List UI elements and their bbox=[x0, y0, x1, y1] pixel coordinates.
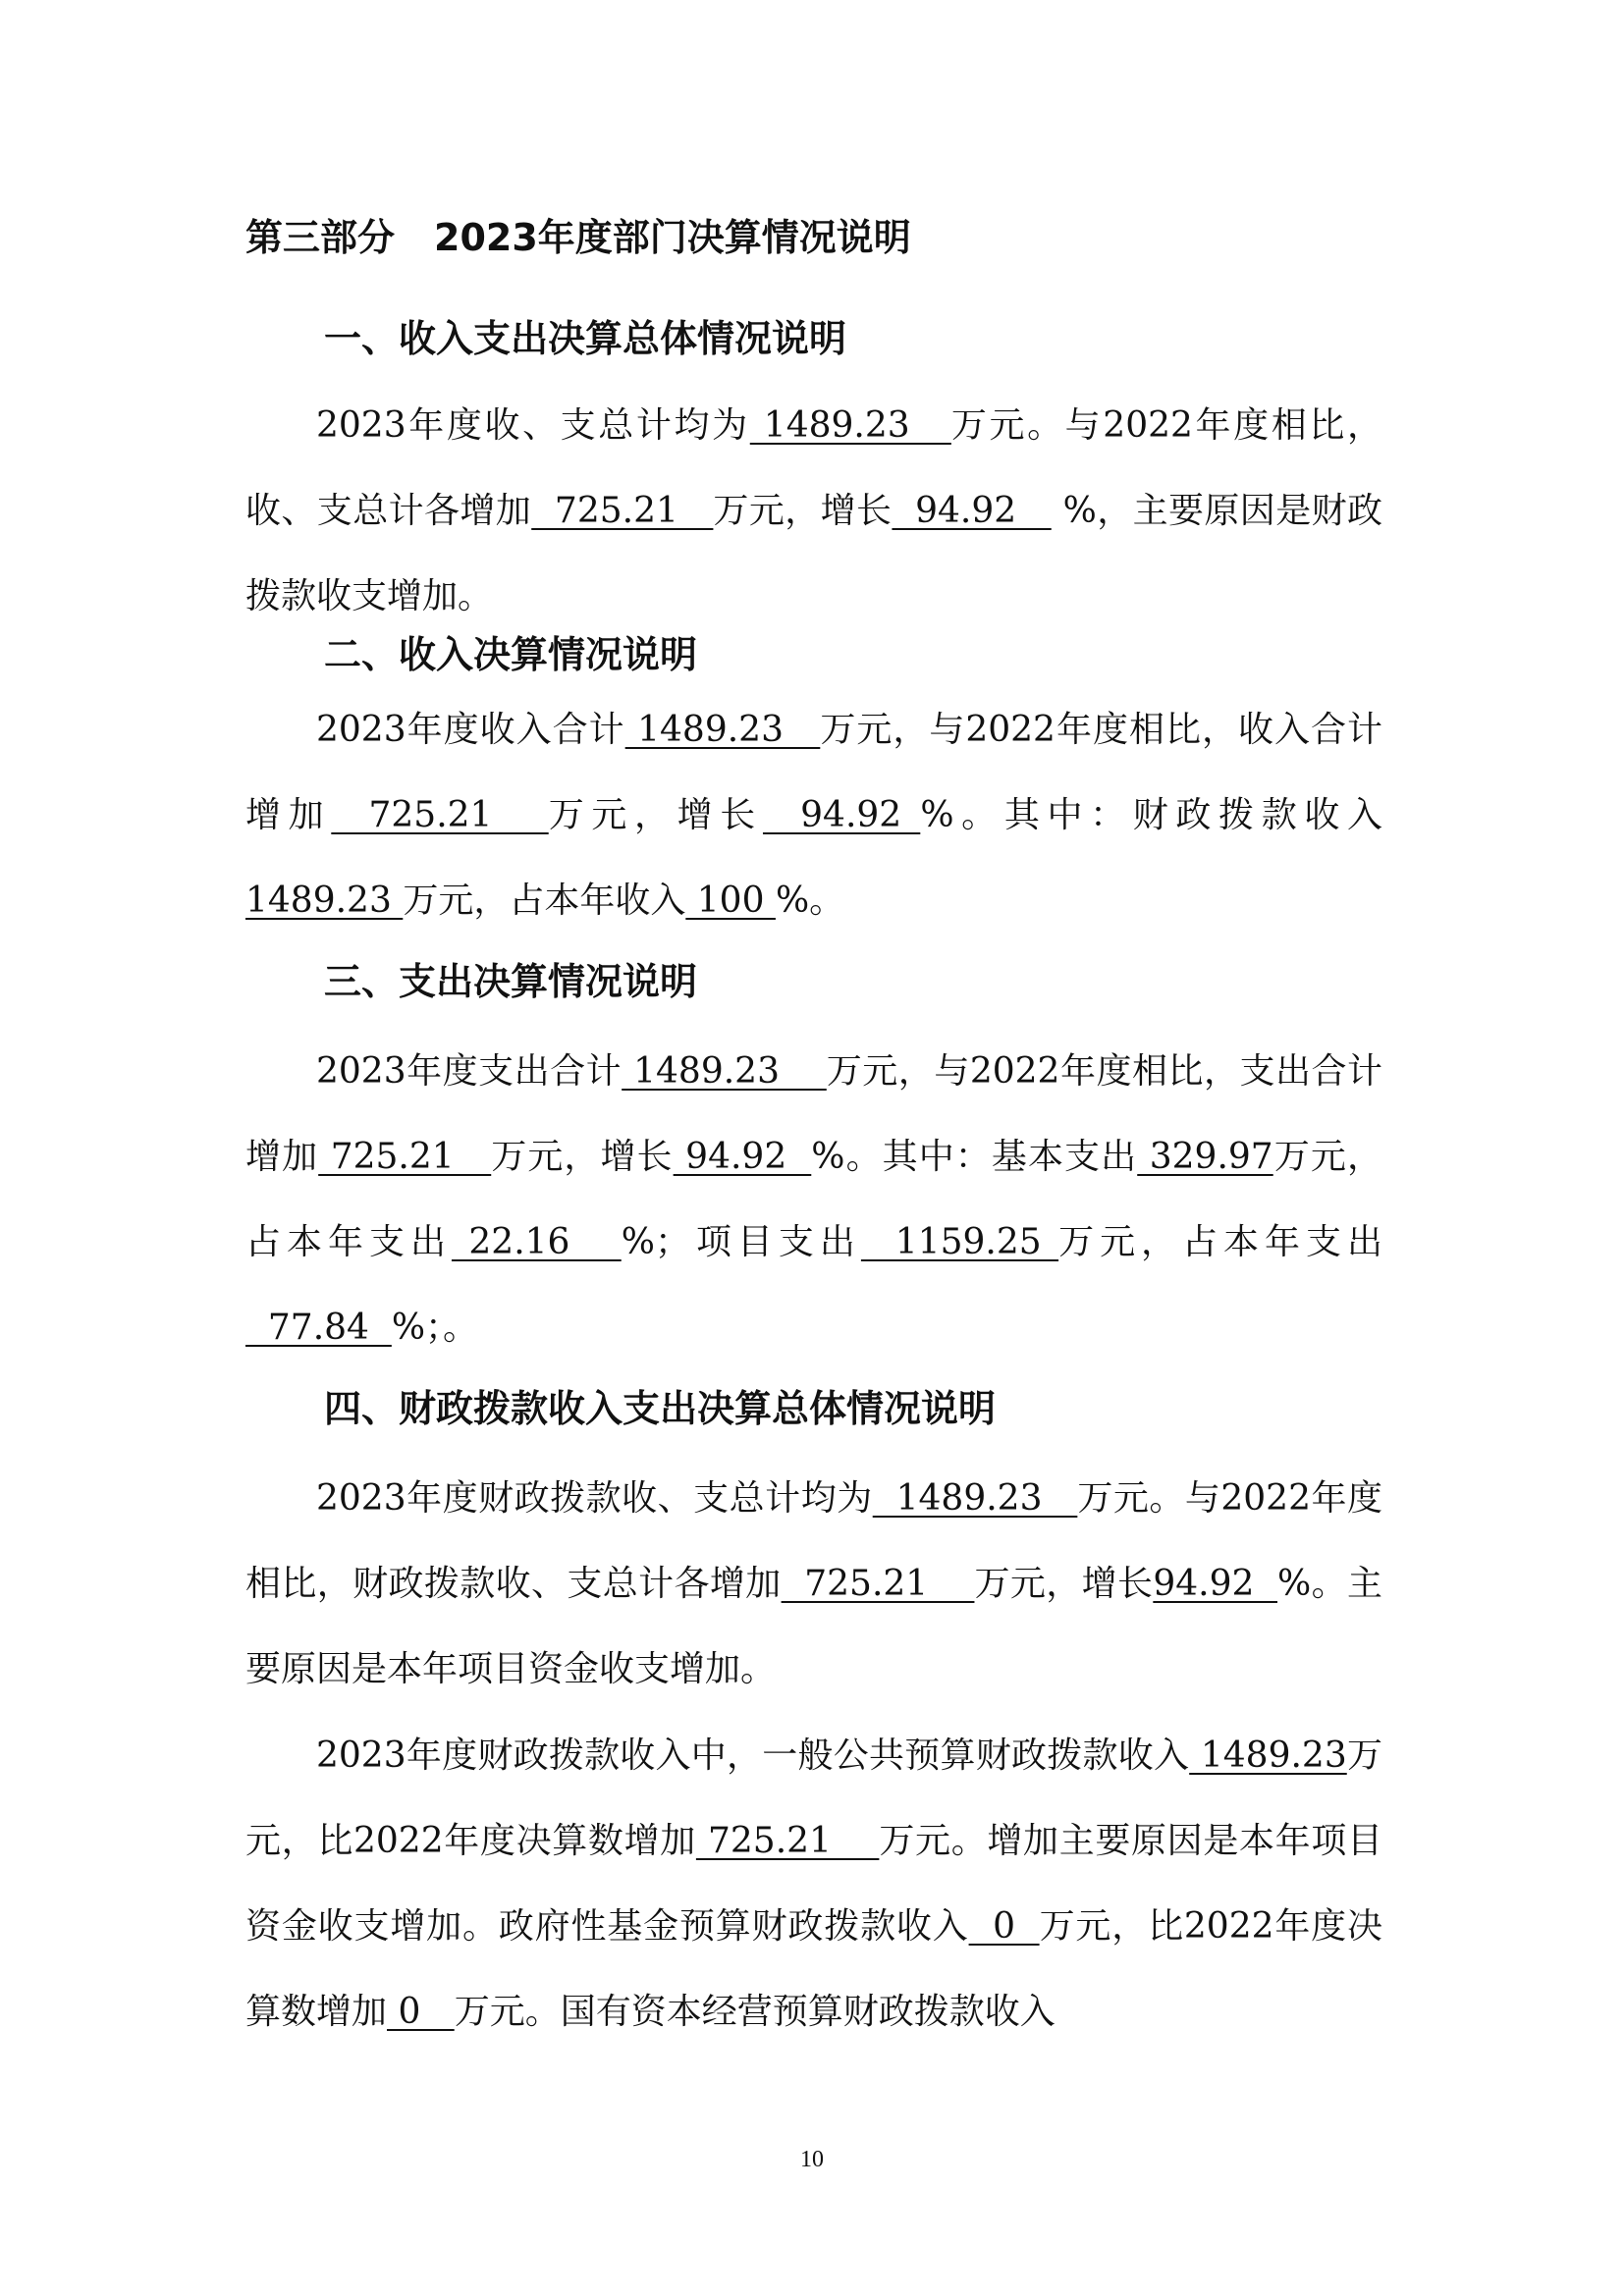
underlined-value: 1489.23 bbox=[622, 1051, 827, 1092]
paragraph-text: %。其中：财政拨款收入 bbox=[920, 795, 1382, 835]
underlined-value: 1489.23 bbox=[624, 710, 821, 750]
paragraph-text: 万元。增加主要原因是本年项目资金收支增加。政府性基金预算财政拨款收入 bbox=[245, 1821, 1382, 1947]
paragraph-text: %。主要原因是本年项目资金收支增加。 bbox=[245, 1564, 1382, 1689]
underlined-value: 1159.25 bbox=[860, 1222, 1059, 1262]
paragraph-text: 万元，与2022年度相比，收入合计增加 bbox=[245, 710, 1382, 835]
underlined-value: 94.92 bbox=[762, 795, 921, 835]
paragraph-text: 2023年度收、支总计均为 bbox=[316, 405, 750, 446]
underlined-value: 725.21 bbox=[781, 1564, 975, 1604]
underlined-value: 1489.23 bbox=[749, 405, 951, 446]
underlined-value: 1489.23 bbox=[245, 881, 404, 921]
underlined-value: 1489.23 bbox=[872, 1478, 1078, 1519]
section-4-paragraph-2 bbox=[245, 1713, 1382, 2055]
paragraph-text: %；。 bbox=[391, 1308, 479, 1348]
paragraph-text: 万元，增长 bbox=[713, 491, 893, 531]
part-title bbox=[245, 208, 911, 267]
underlined-value: 94.92 bbox=[892, 491, 1052, 531]
part-label: 第三部分 bbox=[245, 216, 396, 259]
paragraph-text: 万元。国有资本经营预算财政拨款收入 bbox=[454, 1992, 1056, 2032]
paragraph-text: 万元，占本年收入 bbox=[403, 881, 686, 921]
paragraph-text: 万元，占本年支出 bbox=[245, 1137, 1382, 1262]
paragraph-text: 2023年度收入合计 bbox=[316, 710, 625, 750]
underlined-value: 0 bbox=[968, 1906, 1040, 1947]
paragraph-text: %，主要原因是财政拨款收支增加。 bbox=[245, 491, 1382, 616]
underlined-value: 100 bbox=[685, 881, 776, 921]
section-2-paragraph bbox=[245, 687, 1382, 943]
section-1-paragraph bbox=[245, 383, 1382, 639]
underlined-value: 725.21 bbox=[531, 491, 714, 531]
paragraph-text: 2023年度财政拨款收入中，一般公共预算财政拨款收入 bbox=[316, 1735, 1190, 1776]
underlined-value: 725.21 bbox=[331, 795, 549, 835]
underlined-value: 22.16 bbox=[451, 1222, 622, 1262]
underlined-value: 725.21 bbox=[318, 1137, 492, 1177]
paragraph-text: 2023年度财政拨款收、支总计均为 bbox=[316, 1478, 873, 1519]
paragraph-text: 万元。与2022年度相比，收、支总计各增加 bbox=[245, 405, 1382, 531]
paragraph-text: 万元，增长 bbox=[491, 1137, 674, 1177]
section-heading-2: 二、收入决算情况说明 bbox=[324, 633, 698, 676]
paragraph-text: %；项目支出 bbox=[621, 1222, 861, 1262]
underlined-value: 77.84 bbox=[245, 1308, 392, 1348]
paragraph-text: 万元，比2022年度决算数增加 bbox=[245, 1906, 1382, 2032]
page-number: 10 bbox=[800, 2147, 824, 2172]
underlined-value: 329.97 bbox=[1137, 1137, 1273, 1177]
paragraph-text: 2023年度支出合计 bbox=[316, 1051, 623, 1092]
section-heading-4: 四、财政拨款收入支出决算总体情况说明 bbox=[324, 1387, 997, 1430]
paragraph-text: 万元，占本年支出 bbox=[1058, 1222, 1382, 1262]
paragraph-text: 万元，增长 bbox=[974, 1564, 1154, 1604]
underlined-value: 94.92 bbox=[673, 1137, 812, 1177]
paragraph-text: %。其中：基本支出 bbox=[811, 1137, 1138, 1177]
paragraph-text: 万元，比2022年度决算数增加 bbox=[245, 1735, 1382, 1861]
paragraph-text: 万元，与2022年度相比，支出合计增加 bbox=[245, 1051, 1382, 1177]
section-4-paragraph-1 bbox=[245, 1456, 1382, 1712]
underlined-value: 1489.23 bbox=[1189, 1735, 1347, 1776]
section-heading-3: 三、支出决算情况说明 bbox=[324, 960, 698, 1003]
paragraph-text: 万元。与2022年度相比，财政拨款收、支总计各增加 bbox=[245, 1478, 1382, 1604]
underlined-value: 94.92 bbox=[1153, 1564, 1278, 1604]
paragraph-text: 万元，增长 bbox=[548, 795, 763, 835]
underlined-value: 0 bbox=[387, 1992, 455, 2032]
section-heading-1: 一、收入支出决算总体情况说明 bbox=[324, 317, 847, 360]
underlined-value: 725.21 bbox=[695, 1821, 880, 1861]
section-3-paragraph bbox=[245, 1029, 1382, 1370]
paragraph-text: %。 bbox=[775, 881, 845, 921]
part-title-text: 2023年度部门决算情况说明 bbox=[434, 216, 911, 259]
